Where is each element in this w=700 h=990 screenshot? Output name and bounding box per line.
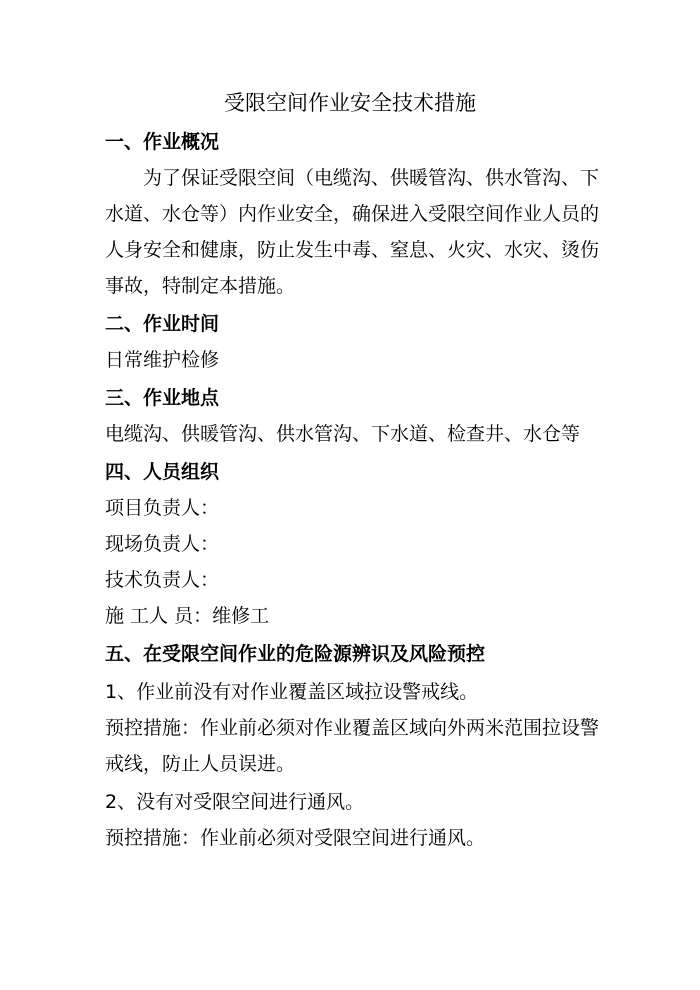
site-lead-field: 现场负责人： [105, 533, 220, 555]
work-location-text: 电缆沟、供暖管沟、供水管沟、下水道、检查井、水仓等 [105, 423, 581, 445]
control-measure-1: 预控措施：作业前必须对作业覆盖区域向外两米范围拉设警 [105, 717, 600, 739]
section-heading-personnel: 四、人员组织 [105, 461, 220, 483]
workers-field: 施 工人 员：维修工 [105, 605, 270, 627]
paragraph-line: 水道、水仓等）内作业安全，确保进入受限空间作业人员的 [105, 203, 600, 225]
hazard-item-1: 1、作业前没有对作业覆盖区域拉设警戒线。 [105, 681, 479, 703]
document-title: 受限空间作业安全技术措施 [224, 91, 476, 115]
paragraph-line: 事故，特制定本措施。 [105, 275, 296, 297]
section-heading-time: 二、作业时间 [105, 313, 220, 335]
project-lead-field: 项目负责人： [105, 497, 220, 519]
work-time-text: 日常维护检修 [105, 349, 220, 371]
section-heading-location: 三、作业地点 [105, 387, 220, 409]
paragraph-line: 为了保证受限空间（电缆沟、供暖管沟、供水管沟、下 [143, 167, 600, 189]
paragraph-line: 人身安全和健康，防止发生中毒、窒息、火灾、水灾、烫伤 [105, 239, 600, 261]
tech-lead-field: 技术负责人： [105, 569, 220, 591]
control-measure-1-continued: 戒线，防止人员误进。 [105, 753, 296, 775]
section-heading-overview: 一、作业概况 [105, 131, 220, 153]
hazard-item-2: 2、没有对受限空间进行通风。 [105, 791, 365, 813]
section-heading-hazards: 五、在受限空间作业的危险源辨识及风险预控 [105, 643, 486, 665]
control-measure-2: 预控措施：作业前必须对受限空间进行通风。 [105, 827, 486, 849]
